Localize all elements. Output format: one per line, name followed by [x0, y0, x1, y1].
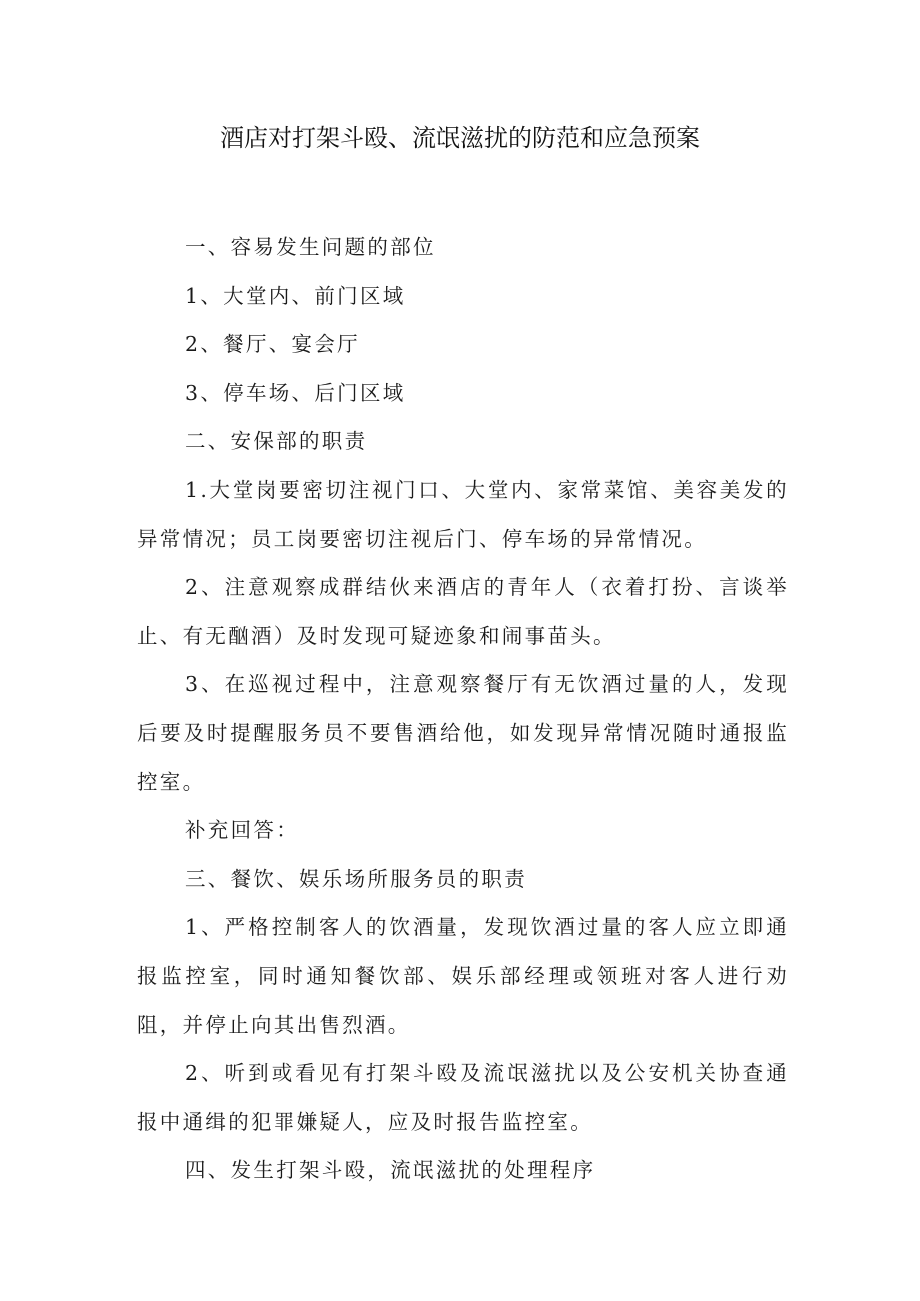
- paragraph: 2、注意观察成群结伙来酒店的青年人（衣着打扮、言谈举止、有无酗酒）及时发现可疑迹象和闹事苗头。: [137, 575, 789, 648]
- supplement-label: 补充回答：: [185, 818, 299, 843]
- document-title: 酒店对打架斗殴、流氓滋扰的防范和应急预案: [220, 124, 700, 152]
- document-body: [137, 223, 789, 1195]
- section-heading-4: 四、发生打架斗殴，流氓滋扰的处理程序: [185, 1158, 596, 1183]
- paragraph: 3、在巡视过程中，注意观察餐厅有无饮酒过量的人，发现后要及时提醒服务员不要售酒给他，如发现异常情况随时通报监控室。: [137, 672, 789, 794]
- paragraph: 1.大堂岗要密切注视门口、大堂内、家常菜馆、美容美发的异常情况；员工岗要密切注视后门、停车场的异常情况。: [137, 477, 789, 551]
- list-item: 1、大堂内、前门区域: [185, 283, 406, 308]
- paragraph: 1、严格控制客人的饮酒量，发现饮酒过量的客人应立即通报监控室，同时通知餐饮部、娱乐部经理或领班对客人进行劝阻，并停止向其出售烈酒。: [137, 915, 789, 1037]
- section-heading-3: 三、餐饮、娱乐场所服务员的职责: [185, 866, 527, 891]
- section-heading-1: 一、容易发生问题的部位: [185, 235, 436, 259]
- list-item: 2、餐厅、宴会厅: [185, 332, 360, 357]
- paragraph: 2、听到或看见有打架斗殴及流氓滋扰以及公安机关协查通报中通缉的犯罪嫌疑人，应及时报告监控室。: [137, 1061, 789, 1134]
- section-heading-2: 二、安保部的职责: [185, 429, 368, 454]
- list-item: 3、停车场、后门区域: [185, 380, 406, 405]
